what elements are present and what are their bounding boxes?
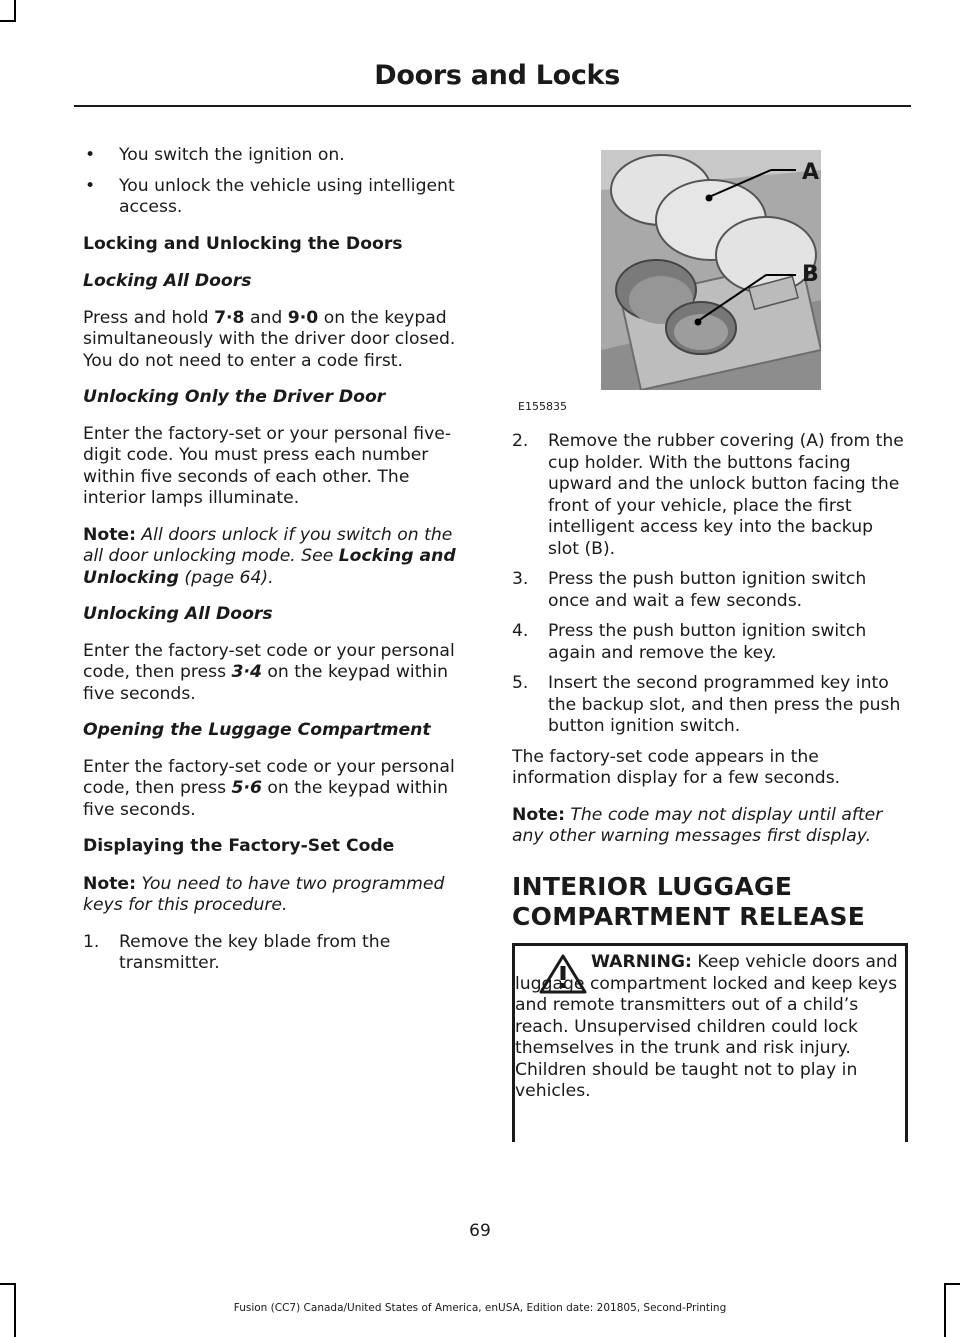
subheading-luggage: Opening the Luggage Compartment	[83, 720, 431, 740]
crop-mark	[946, 1283, 960, 1285]
subheading-unlock-all: Unlocking All Doors	[83, 604, 273, 624]
text: and	[244, 307, 288, 328]
paragraph-unlock-driver: Enter the factory-set or your personal five-digit code. You must press each number within five seconds of each other. The interior lamps illuminate.	[83, 423, 452, 508]
subheading-unlock-driver: Unlocking Only the Driver Door	[83, 387, 386, 407]
figure-label-b: B	[802, 262, 819, 287]
bullet-mark: •	[85, 145, 96, 165]
page-number: 69	[469, 1221, 491, 1241]
section-title-line: COMPARTMENT RELEASE	[512, 901, 866, 931]
keypad-code: 7·8	[214, 307, 245, 328]
note-all-door-unlock	[83, 525, 475, 590]
note-code-display	[512, 805, 908, 848]
text: Enter the factory-set code or your personal code, then press	[83, 756, 455, 798]
text: Enter the factory-set code or your personal code, then press	[83, 640, 455, 682]
list-item	[512, 569, 908, 612]
footer-edition: Fusion (CC7) Canada/United States of America, enUSA, Edition date: 201805, Second-Printing	[233, 1302, 727, 1314]
subheading-locking-all: Locking All Doors	[83, 271, 252, 291]
list-item	[512, 673, 908, 738]
heading-display-code: Displaying the Factory-Set Code	[83, 836, 395, 856]
crop-mark	[14, 0, 16, 22]
step-text: Remove the key blade from the transmitter.	[119, 931, 391, 973]
heading-locking-unlocking: Locking and Unlocking the Doors	[83, 233, 403, 254]
note-programmed-keys	[83, 874, 475, 917]
page-reference: (page 64).	[178, 567, 274, 588]
text: on the keypad within five seconds.	[83, 662, 448, 704]
list-item	[512, 431, 908, 560]
warning-box	[512, 943, 908, 1142]
text: on the keypad within five seconds.	[83, 778, 448, 820]
crop-mark	[0, 20, 14, 22]
paragraph-unlock-all	[83, 641, 475, 706]
step-number: 2.	[512, 431, 529, 451]
list-item	[512, 621, 908, 664]
keypad-code: 9·0	[287, 307, 319, 328]
step-text: Remove the rubber covering (A) from the cup holder. With the buttons facing upward and the unlock button facing the front of your vehicle, place the first intelligent access key into the backup slot (B).	[548, 431, 904, 559]
list-item	[83, 932, 475, 975]
note-label: Note:	[83, 873, 136, 894]
step-number: 5.	[512, 673, 529, 693]
text: Press and hold	[83, 307, 215, 328]
step-text: Press the push button ignition switch once and wait a few seconds.	[548, 569, 867, 611]
step-number: 3.	[512, 569, 529, 589]
warning-label: WARNING:	[591, 952, 692, 972]
page-title: Doors and Locks	[374, 60, 620, 91]
figure-code: E155835	[518, 400, 567, 413]
warning-body: Keep vehicle doors and luggage compartment locked and keep keys and remote transmitters out of a child’s reach. Unsupervised children could lock themselves in the trunk and risk injury. Children should be taught not to play in vehicles.	[515, 952, 898, 1101]
list-item-text: You switch the ignition on.	[119, 145, 345, 165]
list-item	[83, 145, 475, 167]
list-item-text: You unlock the vehicle using intelligent access.	[119, 175, 455, 217]
keypad-code: 5·6	[231, 778, 262, 798]
cup-holder-illustration	[601, 150, 821, 390]
note-text: All doors unlock if you switch on the all door unlocking mode. See	[83, 524, 453, 566]
figure-label-a: A	[802, 160, 820, 185]
paragraph-locking-all	[83, 308, 475, 373]
step-number: 1.	[83, 931, 100, 952]
warning-text	[515, 952, 901, 1103]
section-title-line: INTERIOR LUGGAGE	[512, 871, 793, 901]
list-item	[83, 176, 475, 219]
header-divider	[74, 105, 911, 107]
step-text: Press the push button ignition switch again and remove the key.	[548, 621, 867, 663]
cross-reference-link[interactable]: Locking and Unlocking	[83, 546, 456, 588]
step-number: 4.	[512, 621, 529, 641]
note-label: Note:	[512, 804, 565, 825]
bullet-mark: •	[85, 175, 96, 196]
crop-mark	[0, 1283, 14, 1285]
step-text: Insert the second programmed key into the backup slot, and then press the push button ignition switch.	[548, 673, 901, 736]
text: on the keypad simultaneously with the driver door closed. You do not need to enter a code first.	[83, 307, 456, 371]
note-text: You need to have two programmed keys for this procedure.	[83, 873, 445, 915]
paragraph-factory-code: The factory-set code appears in the information display for a few seconds.	[512, 746, 841, 788]
note-text: The code may not display until after any other warning messages first display.	[512, 804, 883, 846]
note-label: Note:	[83, 524, 136, 545]
cup-holder-drawing	[601, 150, 821, 390]
left-column	[83, 145, 475, 984]
right-column	[512, 431, 908, 932]
paragraph-luggage	[83, 757, 475, 822]
keypad-code: 3·4	[231, 662, 262, 682]
